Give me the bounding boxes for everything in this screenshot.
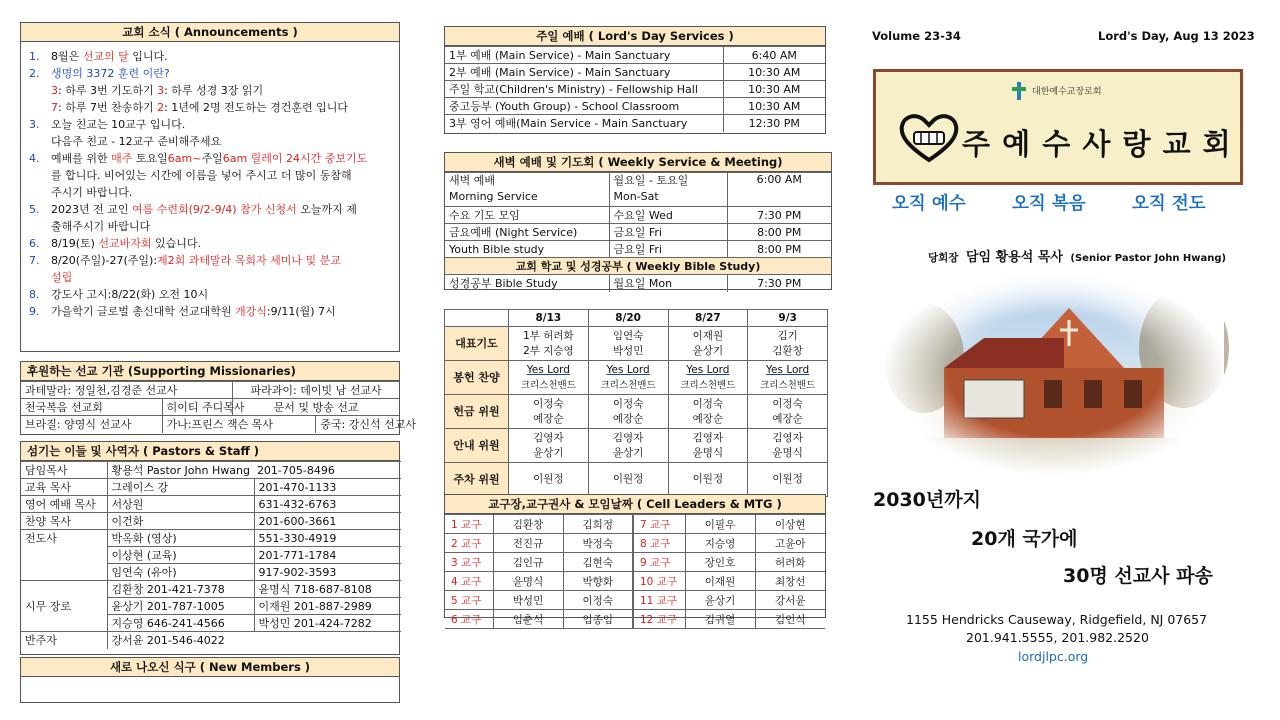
weekly-service: 성경공부 Bible Study bbox=[445, 275, 609, 292]
service-time: 12:30 PM bbox=[723, 115, 825, 132]
weekly-panel bbox=[444, 152, 832, 290]
announcement-number: 8. bbox=[29, 288, 40, 301]
pastor-name: 담임 황용석 목사 bbox=[965, 250, 1063, 265]
elder-entry: 윤명식 718-687-8108 bbox=[254, 581, 401, 598]
cell-group-number: 7 교구 bbox=[633, 515, 685, 534]
duty-date: 8/27 bbox=[668, 310, 748, 327]
announcements-panel bbox=[20, 22, 400, 352]
motto-2: 오직 복음 bbox=[1012, 194, 1086, 214]
cell-group-number: 8 교구 bbox=[633, 534, 685, 553]
volume-label: Volume 23-34 bbox=[872, 29, 961, 43]
missionary-cell: 히이티 주디목사 bbox=[162, 399, 233, 416]
duty-assignee: 이정숙 예장순 bbox=[668, 395, 748, 429]
service-name: 3부 영어 예배(Main Service - Main Sanctuary bbox=[445, 115, 723, 132]
announcement-item: 6. 8/19(토) 선교바자회 있습니다. bbox=[29, 237, 202, 250]
staff-entry: 황용석 Pastor John Hwang 201-705-8496 bbox=[107, 462, 401, 479]
cross-icon bbox=[1012, 82, 1026, 100]
cell-leader-name: 박정숙 bbox=[563, 534, 633, 553]
cell-group-number: 9 교구 bbox=[633, 553, 685, 572]
announcement-number: 5. bbox=[29, 203, 40, 216]
elder-entry: 윤상기 201-787-1005 bbox=[107, 598, 254, 615]
pastor-prefix: 당회장 bbox=[928, 252, 959, 264]
duty-role: 헌금 위원 bbox=[445, 395, 509, 429]
announcements-title: 교회 소식 ( Announcements ) bbox=[21, 23, 399, 42]
church-logo bbox=[873, 69, 1243, 185]
missionaries-title: 후원하는 선교 기관 (Supporting Missionaries) bbox=[21, 362, 399, 381]
duty-role: 주차 위원 bbox=[445, 463, 509, 497]
staff-table bbox=[21, 461, 401, 649]
announcement-number: 3. bbox=[29, 118, 40, 131]
staff-panel bbox=[20, 441, 400, 655]
staff-name: 이상현 (교육) bbox=[107, 547, 254, 564]
bible-study-title: 교회 학교 및 성경공부 ( Weekly Bible Study) bbox=[445, 258, 831, 275]
duty-assignee: 이정숙 예장순 bbox=[588, 395, 668, 429]
staff-name: 그레이스 강 bbox=[107, 479, 254, 496]
heart-logo-icon bbox=[898, 110, 960, 164]
announcement-item: 7. 8/20(주일)-27(주일):제2회 과테말라 목회자 세미나 및 분교 설립 bbox=[29, 254, 341, 284]
cell-leader-name: 김귀열 bbox=[685, 610, 755, 629]
staff-name: 임연숙 (유아) bbox=[107, 564, 254, 581]
staff-phone: 917-902-3593 bbox=[254, 564, 401, 581]
duty-assignee: 김영자 윤상기 bbox=[509, 429, 589, 463]
duty-assignee: 이원정 bbox=[668, 463, 748, 497]
weekly-time: 7:30 PM bbox=[727, 275, 831, 292]
weekly-service: 금요예배 (Night Service) bbox=[445, 224, 609, 241]
cell-leader-name: 박향화 bbox=[563, 572, 633, 591]
service-name: 2부 예배 (Main Service) - Main Sanctuary bbox=[445, 64, 723, 81]
church-address: 1155 Hendricks Causeway, Ridgefield, NJ 07657 bbox=[906, 612, 1208, 627]
staff-phone: 201-470-1133 bbox=[254, 479, 401, 496]
duty-assignee: 이원정 bbox=[588, 463, 668, 497]
duty-assignee: 김기 김환창 bbox=[748, 327, 828, 361]
service-time: 10:30 AM bbox=[723, 98, 825, 115]
staff-name: 이건화 bbox=[107, 513, 254, 530]
duty-assignee: 1부 허려화 2부 지승영 bbox=[509, 327, 589, 361]
staff-phone: 631-432-6763 bbox=[254, 496, 401, 513]
cell-leader-name: 지승영 bbox=[685, 534, 755, 553]
cell-group-number: 5 교구 bbox=[445, 591, 493, 610]
missionary-cell: 파라과이: 데이빗 남 선교사 bbox=[233, 382, 399, 399]
staff-role: 시무 장로 bbox=[21, 581, 107, 632]
announcement-item: 9. 가을학기 글로벌 총신대학 선교대학원 개강식:9/11(월) 7시 bbox=[29, 305, 336, 318]
duty-assignee: 이원정 bbox=[509, 463, 589, 497]
missionary-cell: 중국: 강신석 선교사 bbox=[316, 416, 399, 433]
announcement-number: 7. bbox=[29, 254, 40, 267]
duty-roster bbox=[444, 309, 828, 497]
service-name: 1부 예배 (Main Service) - Main Sanctuary bbox=[445, 47, 723, 64]
cell-group-number: 4 교구 bbox=[445, 572, 493, 591]
duty-assignee: 이정숙 예장순 bbox=[509, 395, 589, 429]
duty-date: 8/13 bbox=[509, 310, 589, 327]
duty-table bbox=[444, 309, 828, 497]
cell-group-number: 10 교구 bbox=[633, 572, 685, 591]
announcement-number: 1. bbox=[29, 50, 40, 63]
pastor-line bbox=[928, 246, 1226, 265]
staff-role: 전도사 bbox=[21, 530, 107, 581]
motto-1: 오직 예수 bbox=[892, 194, 966, 214]
staff-role: 반주자 bbox=[21, 632, 107, 649]
elder-entry: 지승영 646-241-4566 bbox=[107, 615, 254, 632]
cell-leader-name: 김희정 bbox=[563, 515, 633, 534]
announcement-number: 2. bbox=[29, 67, 40, 80]
cell-leader-name: 전진규 bbox=[493, 534, 563, 553]
weekly-time: 8:00 PM bbox=[727, 241, 831, 258]
missionary-cell: 가나:프린스 잭슨 목사 bbox=[162, 416, 316, 433]
cell-group-number: 6 교구 bbox=[445, 610, 493, 629]
cell-leader-name: 장인호 bbox=[685, 553, 755, 572]
church-photo bbox=[884, 268, 1224, 478]
cell-leader-name: 김인규 bbox=[493, 553, 563, 572]
cell-leader-name: 최창선 bbox=[755, 572, 825, 591]
duty-assignee: 김영자 윤상기 bbox=[588, 429, 668, 463]
duty-role: 대표기도 bbox=[445, 327, 509, 361]
denomination-name: 대한예수교장로회 bbox=[1032, 87, 1102, 97]
issue-date: Lord's Day, Aug 13 2023 bbox=[1098, 29, 1255, 43]
staff-role: 찬양 목사 bbox=[21, 513, 107, 530]
cell-leader-name: 김환창 bbox=[493, 515, 563, 534]
cell-group-number: 12 교구 bbox=[633, 610, 685, 629]
weekly-time: 8:00 PM bbox=[727, 224, 831, 241]
cell-group-number: 3 교구 bbox=[445, 553, 493, 572]
cell-leader-name: 임춘석 bbox=[493, 610, 563, 629]
church-name: 주 예 수 사 랑 교 회 bbox=[962, 127, 1232, 161]
duty-assignee: 이원정 bbox=[748, 463, 828, 497]
weekly-day: 금요일 Fri bbox=[609, 241, 727, 258]
vision-line-1: 2030년까지 bbox=[873, 489, 981, 511]
announcement-item: 1. 8월은 선교의 달 입니다. bbox=[29, 50, 168, 63]
weekly-service: 수요 기도 모임 bbox=[445, 207, 609, 224]
duty-assignee: 김영자 윤명식 bbox=[748, 429, 828, 463]
service-name: 주일 학교(Children's Ministry) - Fellowship Hall bbox=[445, 81, 723, 98]
weekly-table bbox=[445, 172, 831, 292]
missionaries-panel bbox=[20, 361, 417, 435]
duty-assignee: 임연숙 박성민 bbox=[588, 327, 668, 361]
cell-leader-name: 박성민 bbox=[493, 591, 563, 610]
pastor-english: (Senior Pastor John Hwang) bbox=[1070, 253, 1227, 264]
weekly-day: 금요일 Fri bbox=[609, 224, 727, 241]
staff-name: 박옥화 (영상) bbox=[107, 530, 254, 547]
announcement-item: 3. 오늘 친교는 10교구 입니다. 다음주 친교 - 12교구 준비해주세요 bbox=[29, 118, 222, 148]
cell-leader-name: 이재원 bbox=[685, 572, 755, 591]
cell-leader-name: 윤상기 bbox=[685, 591, 755, 610]
elder-entry: 이재원 201-887-2989 bbox=[254, 598, 401, 615]
announcement-number: 4. bbox=[29, 152, 40, 165]
staff-entry: 강서윤 201-546-4022 bbox=[107, 632, 401, 649]
announcement-item: 4. 예배를 위한 매주 토요일6am~주일6am 릴레이 24시간 중보기도 를 합니다. 비어있는 시간에 이름을 넣어 주시고 더 많이 동참해 주시기 바랍니다. bbox=[29, 152, 368, 199]
duty-date: 9/3 bbox=[748, 310, 828, 327]
cell-leader-name: 윤명식 bbox=[493, 572, 563, 591]
weekly-service: 새벽 예배 Morning Service bbox=[445, 173, 609, 207]
service-time: 6:40 AM bbox=[723, 47, 825, 64]
duty-assignee: Yes Lord 크리스천밴드 bbox=[668, 361, 748, 395]
staff-phone: 551-330-4919 bbox=[254, 530, 401, 547]
staff-name: 서상원 bbox=[107, 496, 254, 513]
missionary-cell: 천국복음 선교회 bbox=[21, 399, 162, 416]
cell-leader-name: 김인식 bbox=[755, 610, 825, 629]
services-table bbox=[445, 46, 825, 132]
cells-title: 교구장,교구권사 & 모임날짜 ( Cell Leaders & MTG ) bbox=[445, 495, 825, 514]
missionary-cell: 과테말라: 정일천,김경준 선교사 bbox=[21, 382, 233, 399]
duty-assignee: 김영자 윤명식 bbox=[668, 429, 748, 463]
missionary-cell: 브라질: 양영식 선교사 bbox=[21, 416, 162, 433]
weekly-service: Youth Bible study bbox=[445, 241, 609, 258]
duty-role: 안내 위원 bbox=[445, 429, 509, 463]
staff-phone: 201-771-1784 bbox=[254, 547, 401, 564]
announcements-list bbox=[21, 42, 399, 320]
cell-group-number: 2 교구 bbox=[445, 534, 493, 553]
weekly-title: 새벽 예배 및 기도회 ( Weekly Service & Meeting) bbox=[445, 153, 831, 172]
weekly-day: 수요일 Wed bbox=[609, 207, 727, 224]
weekly-day: 월요일 - 토요일 Mon-Sat bbox=[609, 173, 727, 207]
announcement-number: 9. bbox=[29, 305, 40, 318]
elder-entry: 박성민 201-424-7282 bbox=[254, 615, 401, 632]
duty-date: 8/20 bbox=[588, 310, 668, 327]
announcement-item: 2. 생명의 3372 훈련 이란? 3: 하루 3번 기도하기 3: 하루 성경 3장 읽기 7: 하루 7번 찬송하기 2: 1년에 2명 전도하는 경건훈련 입니다 bbox=[29, 67, 349, 114]
motto-3: 오직 전도 bbox=[1132, 194, 1206, 214]
missionary-cell: 문서 및 방송 선교 bbox=[233, 399, 399, 416]
weekly-day: 월요일 Mon bbox=[609, 275, 727, 292]
cell-leader-name: 임종임 bbox=[563, 610, 633, 629]
services-panel bbox=[444, 26, 826, 134]
duty-corner bbox=[445, 310, 509, 327]
service-name: 중고등부 (Youth Group) - School Classroom bbox=[445, 98, 723, 115]
announcement-number: 6. bbox=[29, 237, 40, 250]
cell-leader-name: 이상현 bbox=[755, 515, 825, 534]
announcement-item: 8. 강도사 고시:8/22(화) 오전 10시 bbox=[29, 288, 209, 301]
cell-leader-name: 김현숙 bbox=[563, 553, 633, 572]
staff-title: 섬기는 이들 및 사역자 ( Pastors & Staff ) bbox=[21, 442, 399, 461]
staff-role: 담임목사 bbox=[21, 462, 107, 479]
service-time: 10:30 AM bbox=[723, 81, 825, 98]
cell-leader-name: 이필우 bbox=[685, 515, 755, 534]
cell-group-number: 1 교구 bbox=[445, 515, 493, 534]
cell-leader-name: 이정숙 bbox=[563, 591, 633, 610]
vision-line-2: 20개 국가에 bbox=[971, 528, 1078, 550]
new-members-title: 새로 나오신 식구 ( New Members ) bbox=[21, 658, 399, 677]
cell-leader-name: 강서윤 bbox=[755, 591, 825, 610]
service-time: 10:30 AM bbox=[723, 64, 825, 81]
services-title: 주일 예배 ( Lord's Day Services ) bbox=[445, 27, 825, 46]
staff-role: 교육 목사 bbox=[21, 479, 107, 496]
duty-assignee: 이재원 윤상기 bbox=[668, 327, 748, 361]
staff-phone: 201-600-3661 bbox=[254, 513, 401, 530]
cell-leader-name: 고윤아 bbox=[755, 534, 825, 553]
cell-leader-name: 허려화 bbox=[755, 553, 825, 572]
duty-assignee: Yes Lord 크리스천밴드 bbox=[509, 361, 589, 395]
vision-line-3: 30명 선교사 파송 bbox=[1063, 565, 1213, 587]
cells-panel bbox=[444, 494, 826, 626]
missionaries-table bbox=[21, 381, 417, 433]
duty-role: 봉헌 찬양 bbox=[445, 361, 509, 395]
duty-assignee: Yes Lord 크리스천밴드 bbox=[748, 361, 828, 395]
church-phones: 201.941.5555, 201.982.2520 bbox=[966, 630, 1149, 645]
duty-assignee: Yes Lord 크리스천밴드 bbox=[588, 361, 668, 395]
weekly-time: 7:30 PM bbox=[727, 207, 831, 224]
church-website[interactable]: lordjlpc.org bbox=[1018, 649, 1089, 664]
announcement-item: 5. 2023년 전 교인 여름 수련회(9/2-9/4) 참가 신청서 오늘까지 제 출해주시기 바랍니다 bbox=[29, 203, 357, 233]
cell-group-number: 11 교구 bbox=[633, 591, 685, 610]
elder-entry: 김환창 201-421-7378 bbox=[107, 581, 254, 598]
weekly-time: 6:00 AM bbox=[727, 173, 831, 207]
staff-role: 영어 예배 목사 bbox=[21, 496, 107, 513]
cells-table bbox=[445, 514, 825, 629]
new-members-panel bbox=[20, 657, 400, 703]
duty-assignee: 이정숙 예장순 bbox=[748, 395, 828, 429]
